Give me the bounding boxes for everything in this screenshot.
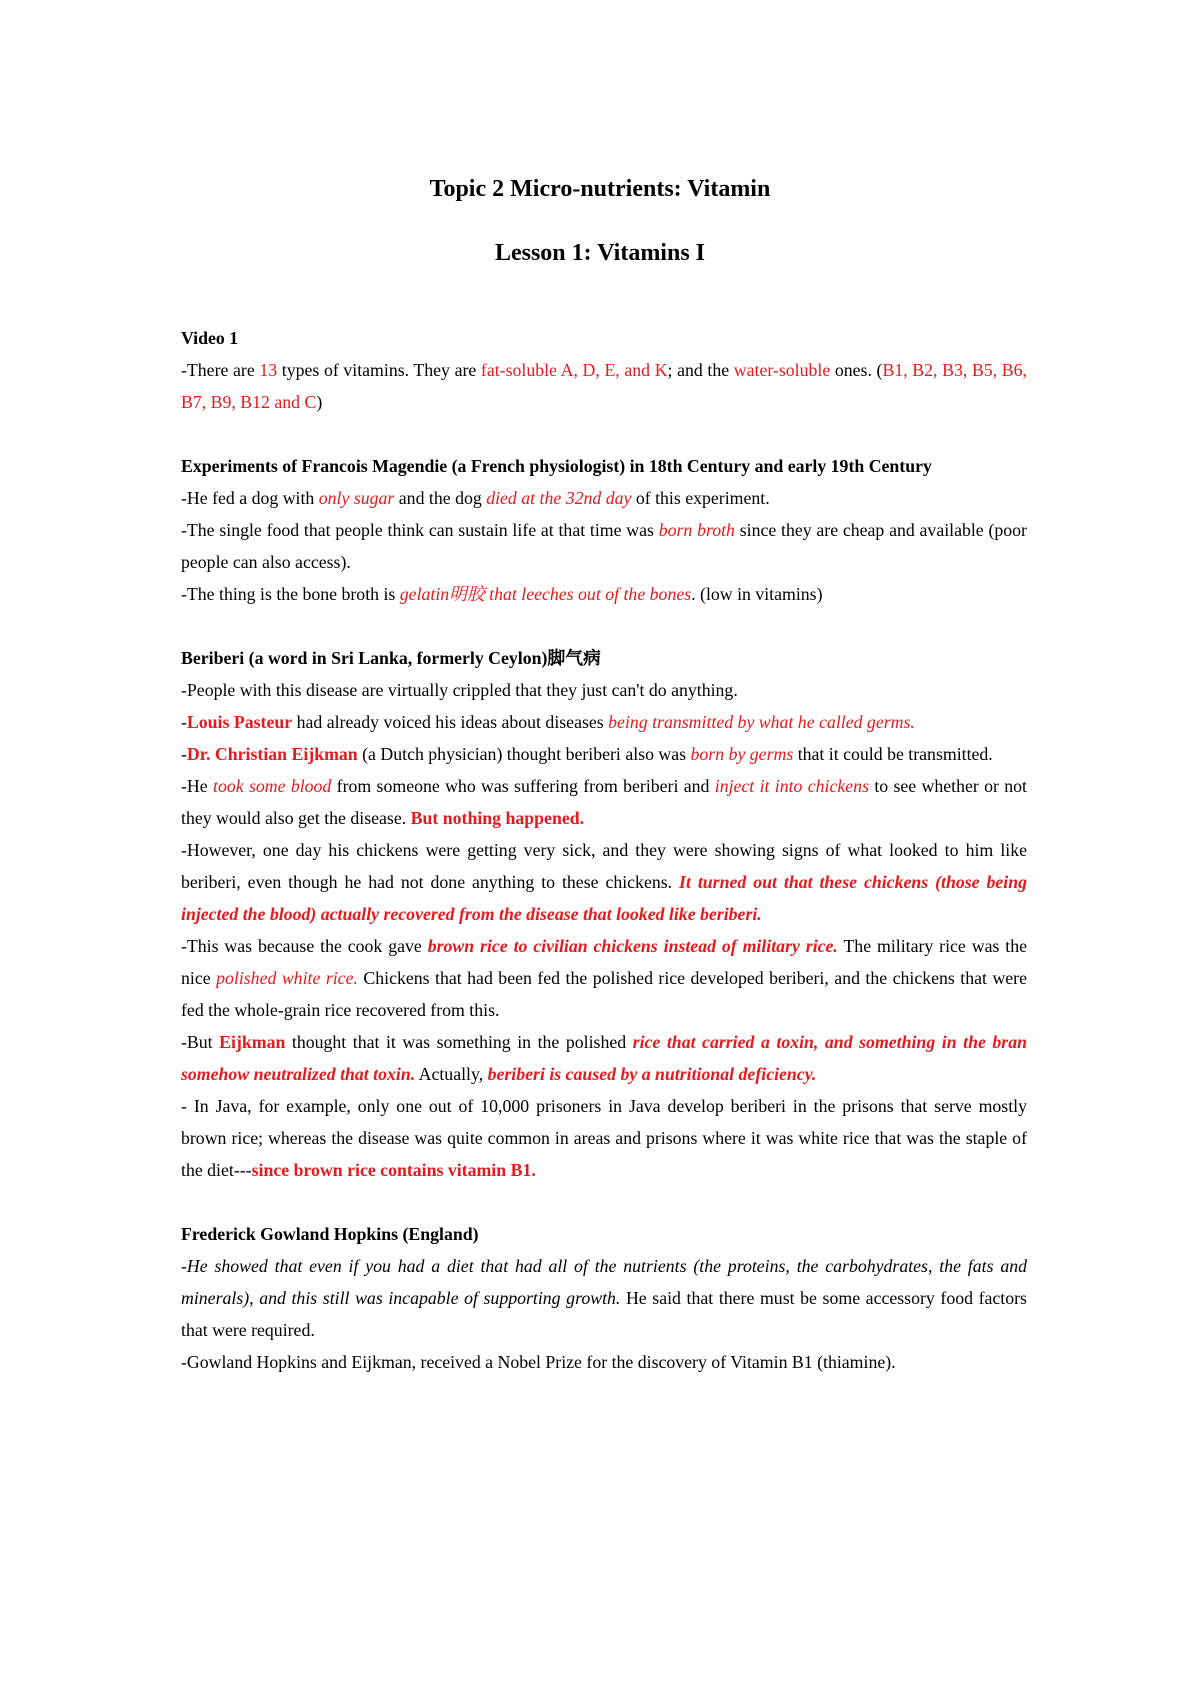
- lesson-title: Lesson 1: Vitamins I: [494, 240, 706, 266]
- paragraph-pasteur: -Louis Pasteur had already voiced his ideas about diseases being transmitted by what he called germs.: [181, 712, 915, 732]
- section-heading-video-1: Video 1: [181, 328, 239, 348]
- paragraph-accessory-factors: -He showed that even if you had a diet that had all of the nutrients (the proteins, the carbohydrates, the fats and minerals), and this still was incapable of supporting growth. He said that there must be some accessory food factors that were required.: [181, 1256, 1027, 1340]
- section-heading-beriberi: Beriberi (a word in Sri Lanka, formerly Ceylon)脚气病: [181, 648, 601, 668]
- paragraph-blood-injection: -He took some blood from someone who was suffering from beriberi and inject it into chickens to see whether or not they would also get the disease. But nothing happened.: [181, 776, 1027, 828]
- document-title: Topic 2 Micro-nutrients: Vitamin: [429, 176, 771, 202]
- paragraph-eijkman-germs: -Dr. Christian Eijkman (a Dutch physician) thought beriberi also was born by germs that it could be transmitted.: [181, 744, 993, 764]
- section-heading-magendie: Experiments of Francois Magendie (a French physiologist) in 18th Century and early 19th Century: [181, 456, 932, 476]
- document-body: [181, 322, 1027, 1378]
- section-heading-hopkins: Frederick Gowland Hopkins (England): [181, 1224, 479, 1244]
- paragraph-toxin-theory: -But Eijkman thought that it was something in the polished rice that carried a toxin, and something in the bran somehow neutralized that toxin. Actually, beriberi is caused by a nutritional deficiency.: [181, 1032, 1027, 1084]
- paragraph-dog-sugar: -He fed a dog with only sugar and the dog died at the 32nd day of this experiment.: [181, 488, 770, 508]
- paragraph-crippled: -People with this disease are virtually crippled that they just can't do anything.: [181, 680, 738, 700]
- paragraph-vitamin-types: -There are 13 types of vitamins. They are fat-soluble A, D, E, and K; and the water-soluble ones. (B1, B2, B3, B5, B6, B7, B9, B12 and C): [181, 360, 1027, 412]
- paragraph-brown-rice-cook: -This was because the cook gave brown rice to civilian chickens instead of military rice. The military rice was the nice polished white rice. Chickens that had been fed the polished rice developed beriberi, and the chickens that were fed the whole-grain rice recovered from this.: [181, 936, 1027, 1020]
- paragraph-gelatin: -The thing is the bone broth is gelatin明胶 that leeches out of the bones. (low in vitamins): [181, 584, 823, 604]
- paragraph-nobel-prize: -Gowland Hopkins and Eijkman, received a Nobel Prize for the discovery of Vitamin B1 (thiamine).: [181, 1352, 896, 1372]
- paragraph-bone-broth: -The single food that people think can sustain life at that time was born broth since they are cheap and available (poor people can also access).: [181, 520, 1027, 572]
- paragraph-chickens-sick: -However, one day his chickens were getting very sick, and they were showing signs of what looked to him like beriberi, even though he had not done anything to these chickens. It turned out that these chickens (those being injected the blood) actually recovered from the disease that looked like beriberi.: [181, 840, 1027, 924]
- paragraph-java-prisoners: - In Java, for example, only one out of 10,000 prisoners in Java develop beriberi in the prisons that serve mostly brown rice; whereas the disease was quite common in areas and prisons where it was white rice that was the staple of the diet---since brown rice contains vitamin B1.: [181, 1096, 1027, 1180]
